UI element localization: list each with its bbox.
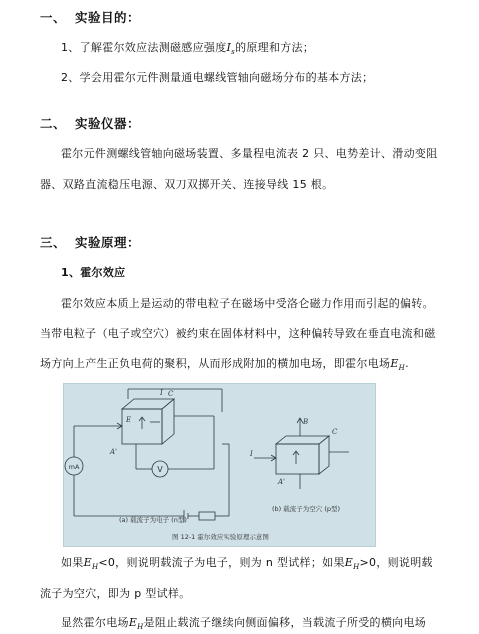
objective-item-1-text: 1、了解霍尔效应法测磁感应强度 (61, 41, 227, 54)
instruments-line-1: 霍尔元件测螺线管轴向磁场装置、多量程电流表 2 只、电势差计、滑动变阻 (61, 147, 438, 160)
principle-line-3 (40, 357, 409, 375)
slab-b-side-face (319, 436, 329, 474)
objective-item-1-post: 的原理和方法； (235, 41, 315, 54)
label-c: C (168, 390, 174, 398)
figure-caption: 图 12-1 霍尔效应实验原理示意图 (172, 533, 269, 541)
principle-line-1: 霍尔效应本质上是运动的带电粒子在磁场中受洛仑磁力作用而引起的偏转。 (61, 297, 434, 310)
principle-line-3-end: . (405, 357, 409, 370)
slab-side-face (162, 399, 174, 444)
para2-text-a: 如果 (61, 556, 84, 569)
label-a-right: A' (278, 478, 285, 486)
label-a-left: A' (110, 448, 117, 456)
section2-number: 二、 (40, 116, 67, 131)
para3-subscript: H (137, 623, 144, 631)
hall-field-subscript: H (398, 364, 406, 372)
voltmeter-label: V (157, 465, 163, 474)
milliammeter-label: mA (68, 463, 80, 471)
para2-text-c: >0，则说明载 (359, 556, 433, 569)
para2-subscript-1: H (91, 563, 99, 571)
para3-text-post: 是阻止载流子继续向侧面偏移，当载流子所受的横向电场 (143, 616, 427, 629)
rheostat (199, 512, 215, 520)
principle-line-3-text: 场方向上产生正负电荷的聚积，从而形成附加的横加电场，即霍尔电场 (40, 357, 391, 370)
para2-line-2: 流子为空穴，即为 p 型试样。 (40, 587, 191, 600)
slab-top-face (122, 399, 174, 409)
objective-item-1-var: I (226, 41, 232, 54)
objective-item-1-sub: s (231, 48, 236, 56)
para3-symbol: E (128, 616, 138, 629)
label-c-right: C (332, 428, 338, 436)
para2-symbol-1: E (83, 556, 92, 569)
hall-effect-diagram (64, 384, 375, 546)
para3-text-pre: 显然霍尔电场 (61, 616, 129, 629)
label-e-h: E (126, 416, 132, 424)
instruments-line-2: 器、双路直流稳压电源、双刀双掷开关、连接导线 15 根。 (40, 178, 334, 191)
objective-item-1 (61, 41, 314, 59)
section1-number: 一、 (40, 10, 67, 25)
para2-subscript-2: H (353, 563, 360, 571)
section1-title: 实验目的： (75, 10, 141, 25)
para2-symbol-2: E (344, 556, 354, 569)
label-i-right: I (250, 450, 253, 458)
para2-text-b: <0，则说明载流子为电子，则为 n 型试样；如果 (98, 556, 345, 569)
principle-line-2: 当带电粒子（电子或空穴）被约束在固体材料中，这种偏转导致在垂直电流和磁 (40, 327, 436, 340)
para2-line-1 (61, 556, 433, 574)
figure-label-a: (a) 载流子为电子 (n型) (119, 516, 187, 524)
section3-number: 三、 (40, 235, 67, 250)
section2-title: 实验仪器： (75, 116, 141, 131)
objective-item-2: 2、学会用霍尔元件测量通电螺线管轴向磁场分布的基本方法； (61, 71, 374, 84)
label-b: B (303, 418, 309, 426)
section3-title: 实验原理： (75, 235, 141, 250)
figure-label-b: (b) 载流子为空穴 (p型) (272, 505, 341, 513)
hall-field-symbol: E (390, 357, 399, 370)
label-i-top: I (160, 389, 163, 397)
slab-b-front-face (276, 444, 319, 474)
hall-effect-figure (63, 383, 376, 547)
subsection-hall-effect: 1、霍尔效应 (61, 266, 126, 279)
para3-line-1 (61, 616, 426, 634)
